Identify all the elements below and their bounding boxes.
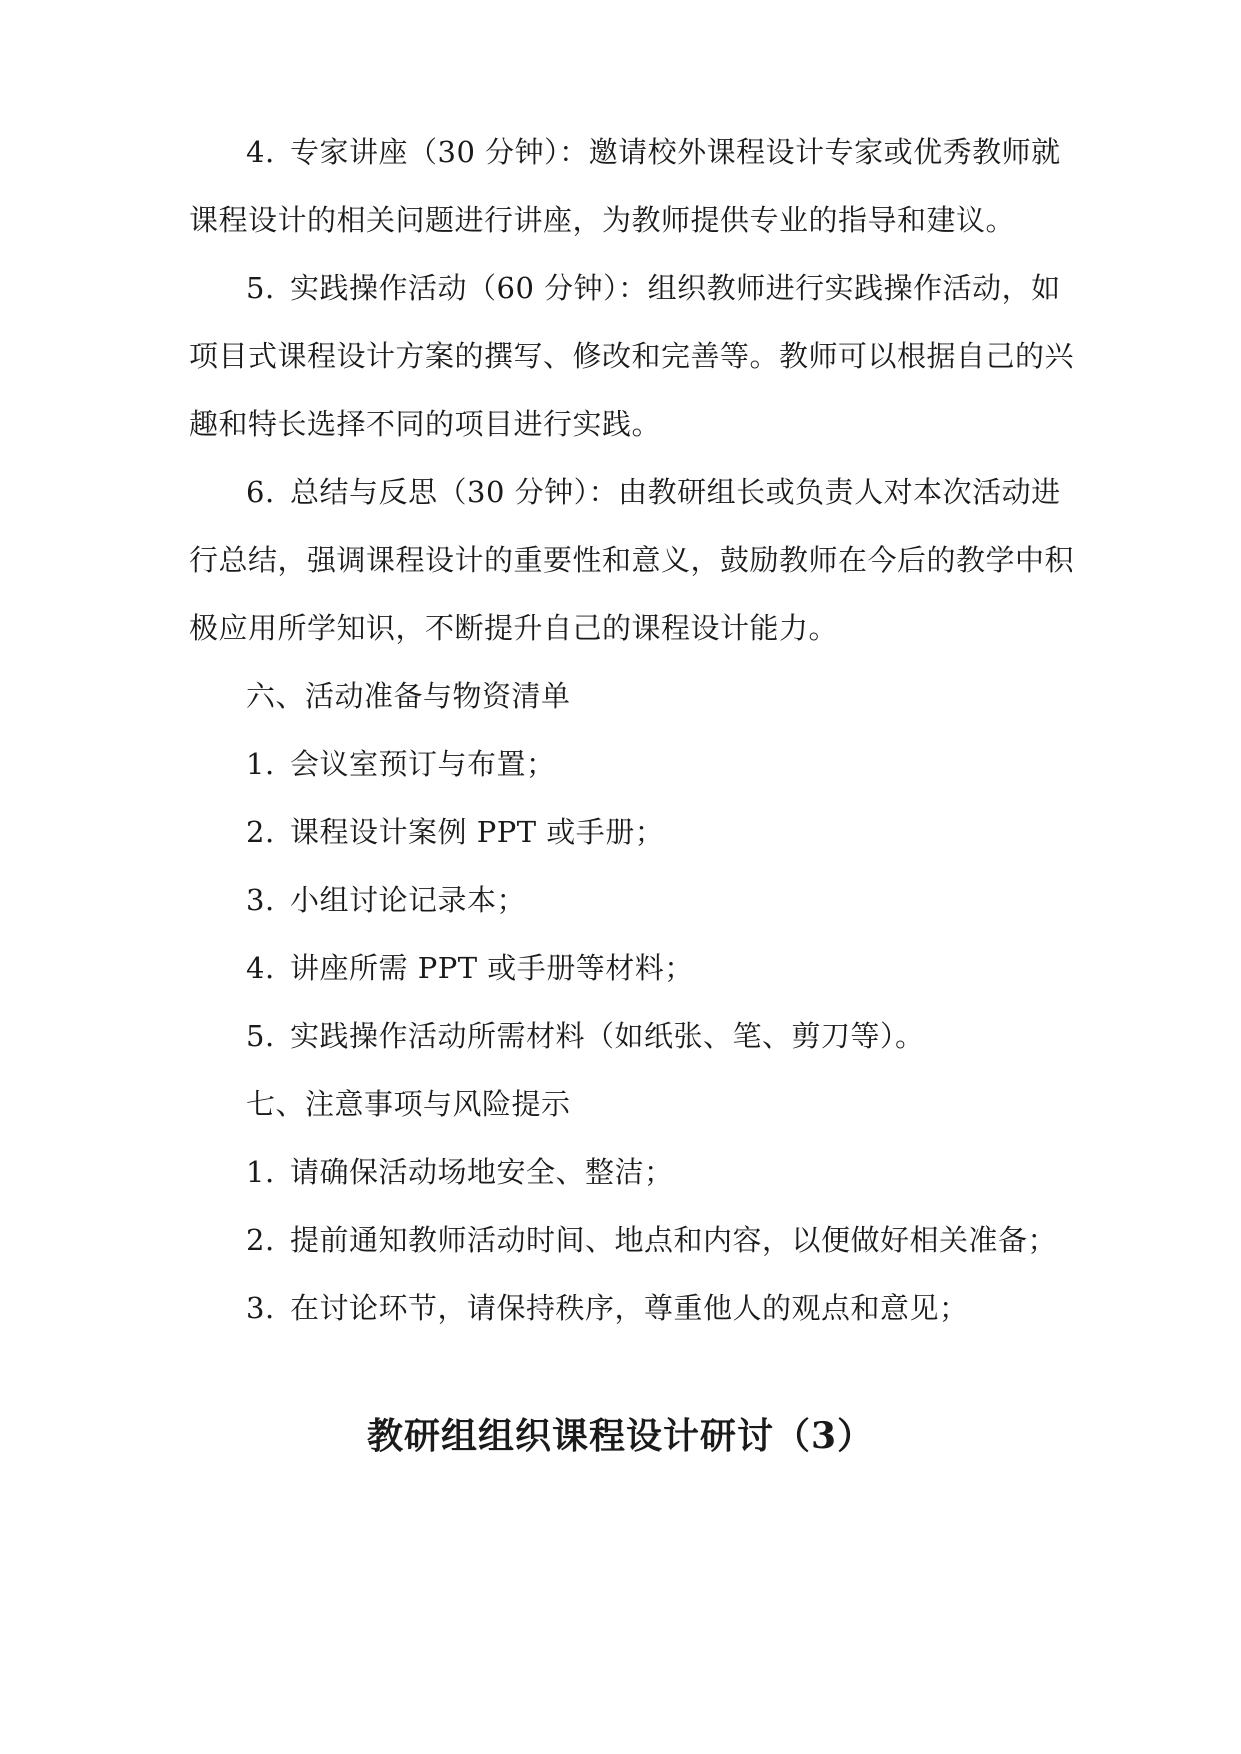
- section-6-title: 六、活动准备与物资清单: [246, 679, 571, 713]
- section-6-item-2: [246, 812, 664, 852]
- paragraph-6-line-2: 行总结，强调课程设计的重要性和意义，鼓励教师在今后的教学中积: [189, 543, 1075, 577]
- item-number: 2.: [246, 1223, 275, 1257]
- item-text: 请确保活动场地安全、整洁；: [290, 1155, 674, 1189]
- section-7-title: 七、注意事项与风险提示: [246, 1087, 571, 1121]
- section-7-item-1: [246, 1152, 674, 1192]
- paragraph-6-line-3: 极应用所学知识，不断提升自己的课程设计能力。: [189, 611, 839, 645]
- paragraph-text: 专家讲座（30 分钟）：邀请校外课程设计专家或优秀教师就: [290, 135, 1061, 169]
- item-number: 6.: [246, 475, 275, 509]
- item-text: 课程设计案例 PPT 或手册；: [290, 815, 665, 849]
- item-text: 提前通知教师活动时间、地点和内容，以便做好相关准备；: [290, 1223, 1058, 1257]
- section-6-item-1: [246, 744, 556, 784]
- paragraph-4-line-1: [246, 132, 1061, 172]
- item-number: 2.: [246, 815, 275, 849]
- item-text: 小组讨论记录本；: [290, 883, 527, 917]
- item-number: 3.: [246, 1291, 275, 1325]
- item-number: 3.: [246, 883, 275, 917]
- item-number: 1.: [246, 747, 275, 781]
- section-6-item-3: [246, 880, 526, 920]
- item-text: 会议室预订与布置；: [290, 747, 556, 781]
- section-6-item-4: [246, 948, 694, 988]
- paragraph-6-line-1: [246, 472, 1061, 512]
- paragraph-4-line-2: 课程设计的相关问题进行讲座，为教师提供专业的指导和建议。: [189, 203, 1016, 237]
- document-title: 教研组组织课程设计研讨（3）: [366, 1415, 875, 1457]
- item-number: 5.: [246, 271, 275, 305]
- item-number: 1.: [246, 1155, 275, 1189]
- item-number: 4.: [246, 951, 275, 985]
- section-7-item-2: [246, 1220, 1057, 1260]
- item-text: 在讨论环节，请保持秩序，尊重他人的观点和意见；: [290, 1291, 969, 1325]
- paragraph-5-line-2: 项目式课程设计方案的撰写、修改和完善等。教师可以根据自己的兴: [189, 339, 1075, 373]
- paragraph-5-line-3: 趣和特长选择不同的项目进行实践。: [189, 407, 662, 441]
- section-7-item-3: [246, 1288, 969, 1328]
- item-text: 实践操作活动所需材料（如纸张、笔、剪刀等）。: [290, 1019, 925, 1053]
- item-text: 讲座所需 PPT 或手册等材料；: [290, 951, 694, 985]
- item-number: 5.: [246, 1019, 275, 1053]
- section-6-item-5: [246, 1016, 925, 1056]
- paragraph-text: 总结与反思（30 分钟）：由教研组长或负责人对本次活动进: [290, 475, 1061, 509]
- item-number: 4.: [246, 135, 275, 169]
- paragraph-text: 实践操作活动（60 分钟）：组织教师进行实践操作活动，如: [290, 271, 1061, 305]
- paragraph-5-line-1: [246, 268, 1061, 308]
